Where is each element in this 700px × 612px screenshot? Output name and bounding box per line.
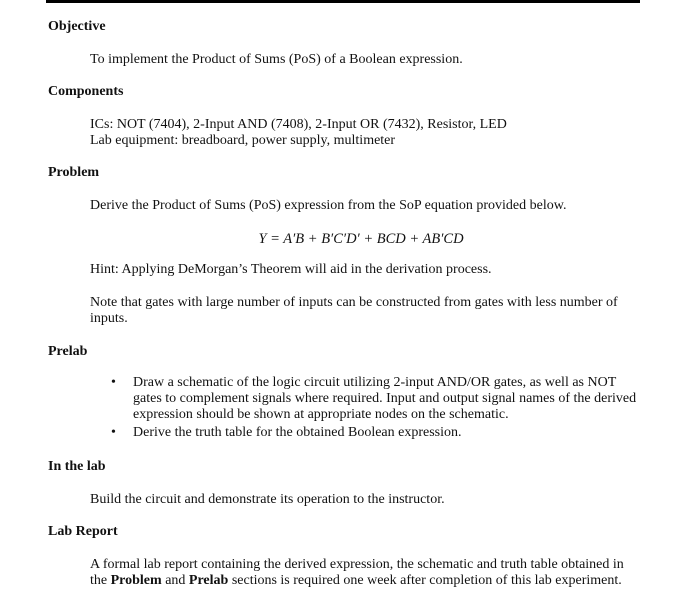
lab-report-text-part: sections is required one week after completion of this lab experiment. [231, 573, 622, 588]
prelab-list [108, 375, 648, 443]
lab-report-text-part: A formal lab report containing the derived expression, the schematic and truth table obtained in the [90, 557, 624, 588]
bullet-icon: • [111, 375, 116, 390]
in-the-lab-text: Build the circuit and demonstrate its operation to the instructor. [90, 492, 445, 507]
prelab-item [108, 375, 648, 423]
problem-note: Note that gates with large number of inputs can be constructed from gates with less number of inputs. [90, 295, 618, 326]
prelab-heading: Prelab [48, 344, 88, 359]
problem-heading: Problem [48, 165, 100, 180]
in-the-lab-heading: In the lab [48, 459, 106, 474]
lab-report-text-part: and [165, 573, 186, 588]
prelab-item-text: Derive the truth table for the obtained Boolean expression. [133, 425, 462, 440]
lab-report-heading: Lab Report [48, 524, 118, 539]
problem-intro: Derive the Product of Sums (PoS) expression from the SoP equation provided below. [90, 198, 567, 213]
top-rule [46, 0, 640, 3]
prelab-ref: Prelab [188, 573, 229, 588]
sop-equation: Y = A′B + B′C′D′ + BCD + AB′CD [258, 231, 464, 247]
problem-hint: Hint: Applying DeMorgan’s Theorem will aid in the derivation process. [90, 262, 492, 277]
components-equipment: Lab equipment: breadboard, power supply, multimeter [90, 133, 396, 148]
objective-text: To implement the Product of Sums (PoS) of a Boolean expression. [90, 52, 463, 67]
bullet-icon: • [111, 425, 116, 440]
prelab-item-text: Draw a schematic of the logic circuit utilizing 2-input AND/OR gates, as well as NOT gates to complement signals where required. Input and output signal names of the derived expression should be shown at appropriate nodes on the schematic. [133, 375, 637, 422]
objective-heading: Objective [48, 19, 106, 34]
components-ics: ICs: NOT (7404), 2-Input AND (7408), 2-Input OR (7432), Resistor, LED [90, 117, 507, 132]
problem-ref: Problem [110, 573, 162, 588]
lab-report-text [90, 557, 640, 589]
components-heading: Components [48, 84, 124, 99]
prelab-item [108, 425, 648, 441]
